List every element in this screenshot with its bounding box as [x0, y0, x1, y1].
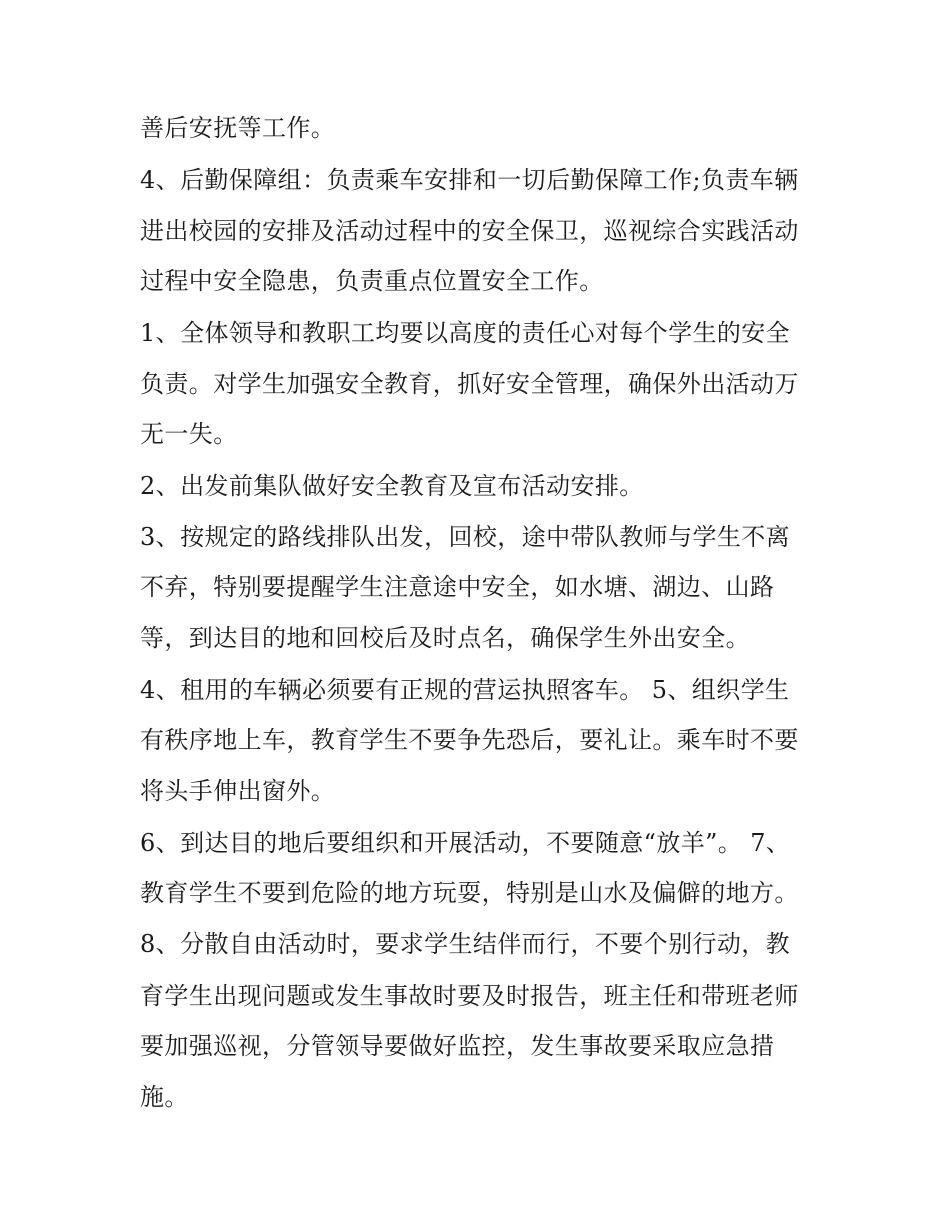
text-line: 育学生出现问题或发生事故时要及时报告，班主任和带班老师	[140, 982, 799, 1010]
text-line: 3、按规定的路线排队出发，回校，途中带队教师与学生不离	[140, 523, 791, 551]
text-line: 施。	[140, 1083, 189, 1111]
text-line: 将头手伸出窗外。	[140, 777, 336, 805]
text-line: 有秩序地上车，教育学生不要争先恐后，要礼让。乘车时不要	[140, 726, 799, 754]
text-line: 进出校园的安排及活动过程中的安全保卫，巡视综合实践活动	[140, 217, 799, 245]
text-line: 4、租用的车辆必须要有正规的营运执照客车。 5、组织学生	[140, 676, 790, 704]
text-line: 等，到达目的地和回校后及时点名，确保学生外出安全。	[140, 624, 750, 652]
text-line: 善后安抚等工作。	[140, 114, 336, 142]
text-line: 4、后勤保障组：负责乘车安排和一切后勤保障工作;负责车辆	[140, 166, 799, 194]
text-line: 1、全体领导和教职工均要以高度的责任心对每个学生的安全	[140, 319, 791, 347]
text-line: 负责。对学生加强安全教育，抓好安全管理，确保外出活动万	[140, 370, 799, 398]
text-line: 8、分散自由活动时，要求学生结伴而行，不要个别行动，教	[140, 930, 791, 958]
text-line: 教育学生不要到危险的地方玩耍，特别是山水及偏僻的地方。	[140, 879, 799, 907]
text-line: 不弃，特别要提醒学生注意途中安全，如水塘、湖边、山路	[140, 573, 775, 601]
text-line: 2、出发前集队做好安全教育及宣布活动安排。	[140, 472, 644, 500]
text-line: 6、到达目的地后要组织和开展活动，不要随意“放羊”。 7、	[140, 829, 791, 857]
text-line: 无一失。	[140, 420, 238, 448]
text-line: 过程中安全隐患，负责重点位置安全工作。	[140, 267, 604, 295]
text-line: 要加强巡视，分管领导要做好监控，发生事故要采取应急措	[140, 1032, 775, 1060]
